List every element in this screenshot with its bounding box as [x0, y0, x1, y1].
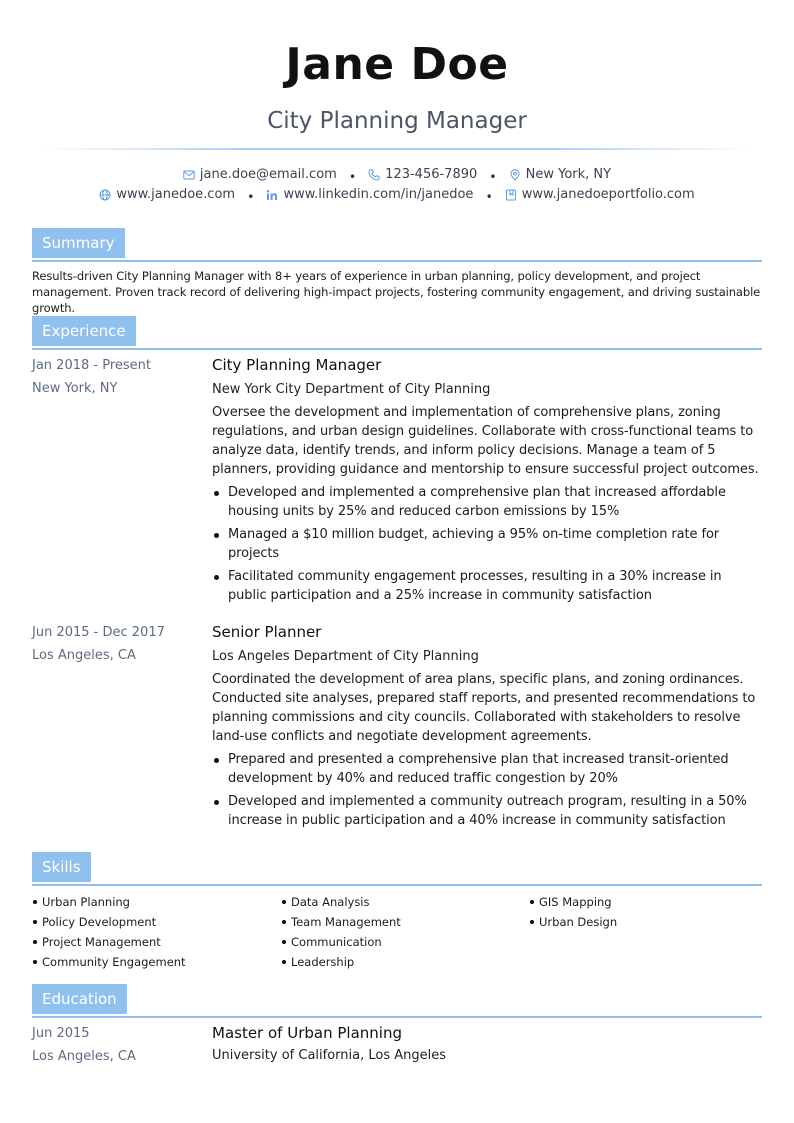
- job-title: City Planning Manager: [212, 356, 382, 374]
- education-location: Los Angeles, CA: [32, 1049, 136, 1064]
- contact-row-links: [0, 186, 794, 207]
- contact-separator: •: [348, 170, 357, 184]
- section-experience-header: [32, 316, 762, 350]
- section-summary-title: Summary: [32, 228, 125, 258]
- contact-separator: •: [247, 190, 255, 204]
- contact-linkedin-text[interactable]: www.linkedin.com/in/janedoe: [283, 187, 474, 202]
- experience-dates: Jun 2015 - Dec 2017: [32, 625, 165, 640]
- section-summary-header: [32, 228, 762, 262]
- achievement-list: [212, 750, 762, 830]
- map-pin-icon: [509, 169, 521, 181]
- summary-text: Results-driven City Planning Manager with 8+ years of experience in urban planning, policy development, and project management. Proven track record of delivering high-impact projects, fostering community engagement, and driving sustainable growth.: [32, 269, 761, 315]
- experience-location: Los Angeles, CA: [32, 648, 136, 663]
- job-description: Coordinated the development of area plans, specific plans, and zoning ordinances. Conducted site analyses, prepared staff reports, and presented recommendations to planning commissions and city councils. Collaborated with stakeholders to resolve land-use conflicts and negotiate development agreements.: [212, 672, 756, 744]
- skill-item: Community Engagement: [32, 952, 272, 972]
- education-date: Jun 2015: [32, 1026, 90, 1041]
- bookmark-icon: [505, 189, 517, 201]
- contact-email-text[interactable]: jane.doe@email.com: [199, 167, 337, 182]
- achievement-item: Managed a $10 million budget, achieving a 95% on-time completion rate for projects: [212, 525, 762, 563]
- skill-item: Leadership: [281, 952, 521, 972]
- skill-item: Communication: [281, 932, 521, 952]
- skill-item: Team Management: [281, 912, 521, 932]
- phone-icon: [368, 169, 380, 181]
- degree-name: Master of Urban Planning: [212, 1024, 402, 1042]
- company-name: Los Angeles Department of City Planning: [212, 649, 479, 664]
- contact-location-text: New York, NY: [525, 167, 612, 182]
- skills-column: [281, 892, 521, 972]
- skills-column: [32, 892, 272, 972]
- contact-separator: •: [485, 190, 493, 204]
- header-divider: [40, 148, 754, 150]
- skill-item: Policy Development: [32, 912, 272, 932]
- contact-website-text[interactable]: www.janedoe.com: [116, 187, 236, 202]
- contact-phone[interactable]: [368, 166, 477, 184]
- contact-portfolio[interactable]: [505, 186, 695, 204]
- company-name: New York City Department of City Planning: [212, 382, 491, 397]
- globe-icon: [99, 189, 111, 201]
- contact-portfolio-text[interactable]: www.janedoeportfolio.com: [521, 187, 695, 202]
- experience-details: [212, 354, 762, 609]
- achievement-item: Facilitated community engagement processes, resulting in a 30% increase in public participation and a 25% increase in community satisfaction: [212, 567, 762, 605]
- achievement-item: Prepared and presented a comprehensive plan that increased transit-oriented development by 40% and reduced traffic congestion by 20%: [212, 750, 762, 788]
- job-description: Oversee the development and implementation of comprehensive plans, zoning regulations, and urban design guidelines. Collaborate with cross-functional teams to analyze data, identify trends, and inform policy decisions. Manage a team of 5 planners, providing guidance and mentorship to ensure successful project outcomes.: [212, 405, 759, 477]
- contact-email[interactable]: [183, 166, 337, 184]
- contact-location: [509, 166, 611, 184]
- school-name: University of California, Los Angeles: [212, 1048, 447, 1063]
- section-skills-header: [32, 852, 762, 886]
- job-title: Senior Planner: [212, 623, 322, 641]
- achievement-list: [212, 483, 762, 605]
- experience-meta: [32, 621, 202, 667]
- section-education-header: [32, 984, 762, 1018]
- contact-separator: •: [489, 170, 497, 184]
- skill-item: Project Management: [32, 932, 272, 952]
- contact-website[interactable]: [99, 186, 235, 204]
- skill-item: Data Analysis: [281, 892, 521, 912]
- skills-column: [529, 892, 769, 932]
- education-meta: [32, 1022, 202, 1068]
- envelope-icon: [183, 169, 195, 181]
- achievement-item: Developed and implemented a comprehensive plan that increased affordable housing units by 25% and reduced carbon emissions by 15%: [212, 483, 762, 521]
- section-education-title: Education: [32, 984, 127, 1014]
- candidate-role: City Planning Manager: [267, 108, 527, 134]
- experience-meta: [32, 354, 202, 400]
- contact-row-primary: [0, 166, 794, 187]
- skill-item: Urban Design: [529, 912, 769, 932]
- achievement-item: Developed and implemented a community outreach program, resulting in a 50% increase in public participation and a 40% increase in community satisfaction: [212, 792, 762, 830]
- experience-dates: Jan 2018 - Present: [32, 358, 151, 373]
- contact-linkedin[interactable]: [266, 186, 473, 204]
- candidate-name: Jane Doe: [285, 39, 509, 90]
- education-details: [212, 1022, 762, 1066]
- experience-details: [212, 621, 762, 834]
- skill-item: Urban Planning: [32, 892, 272, 912]
- section-experience-title: Experience: [32, 316, 136, 346]
- experience-location: New York, NY: [32, 381, 118, 396]
- skill-item: GIS Mapping: [529, 892, 769, 912]
- section-skills-title: Skills: [32, 852, 91, 882]
- linkedin-icon: [266, 189, 278, 201]
- contact-phone-text[interactable]: 123-456-7890: [385, 167, 478, 182]
